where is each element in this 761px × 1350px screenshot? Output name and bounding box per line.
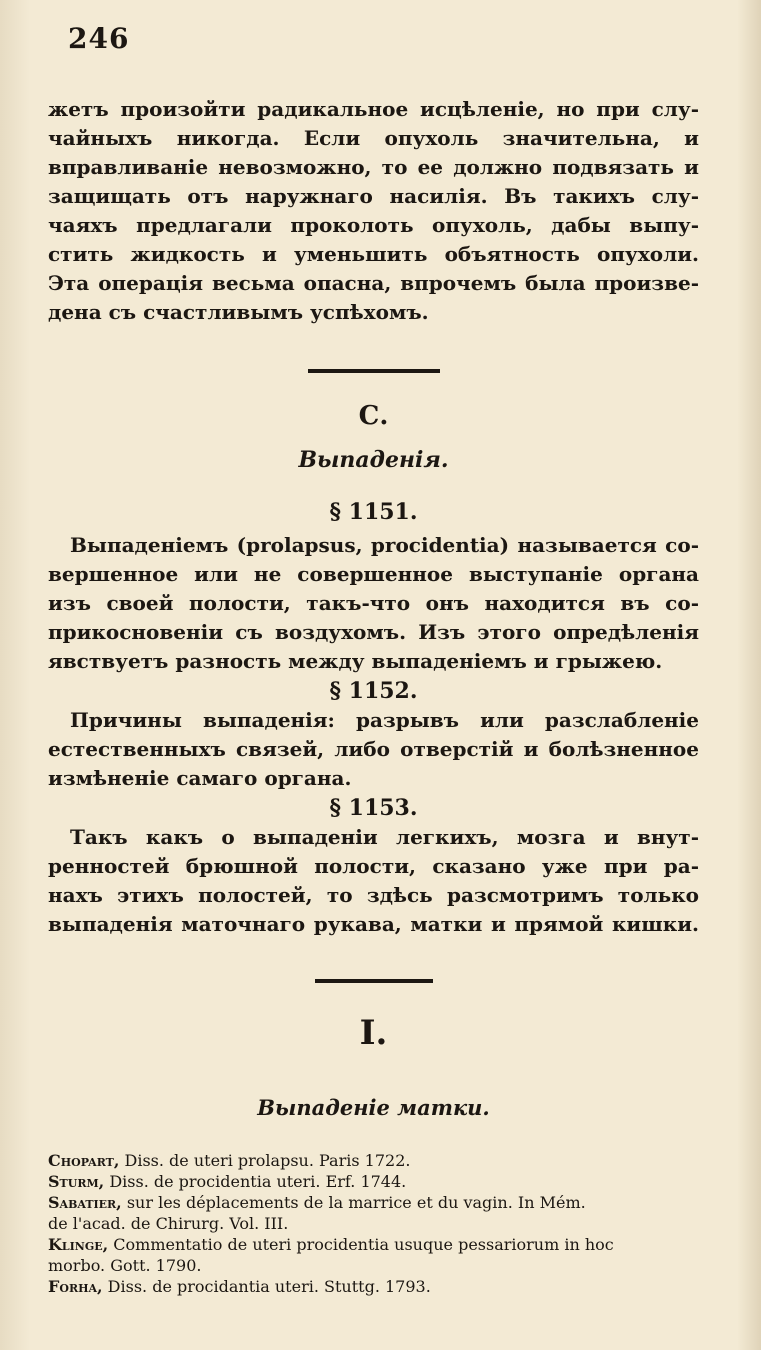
text-line: Эта операція весьма опасна, впрочемъ была произве-: [48, 271, 699, 295]
text-line: Причины выпаденія: разрывъ или разслабленіе: [70, 708, 699, 732]
text-line: выпаденія маточнаго рукава, матки и прямой кишки.: [48, 912, 699, 936]
text-line: вершенное или не совершенное выступаніе органа: [48, 562, 699, 586]
paragraph-1152: [48, 706, 699, 793]
bibliography-entry: [48, 1192, 699, 1213]
paragraph-number: § 1152.: [329, 678, 418, 704]
paragraph-number: § 1153.: [329, 795, 418, 821]
text-line: измѣненіе самаго органа.: [48, 766, 352, 790]
text-line: ренностей брюшной полости, сказано уже при ра-: [48, 854, 699, 878]
text-line: явствуетъ разность между выпаденіемъ и грыжею.: [48, 649, 663, 673]
bibliography-author: Sturm,: [48, 1172, 105, 1191]
bibliography-text: Diss. de uteri prolapsu. Paris 1722.: [119, 1151, 411, 1170]
text-line: чайныхъ никогда. Если опухоль значительна, и: [48, 126, 699, 150]
text-line: защищать отъ наружнаго насилія. Въ такихъ слу-: [48, 184, 699, 208]
text-line: Такъ какъ о выпаденіи легкихъ, мозга и внут-: [70, 825, 699, 849]
section-title: Выпаденія.: [298, 447, 449, 473]
bibliography-entry: [48, 1150, 699, 1171]
text-line: нахъ этихъ полостей, то здѣсь разсмотримъ только: [48, 883, 699, 907]
bibliography-text: Diss. de procidentia uteri. Erf. 1744.: [104, 1172, 407, 1191]
text-line: дена съ счастливымъ успѣхомъ.: [48, 300, 429, 324]
section-divider: [308, 369, 440, 373]
text-line: вправливаніе невозможно, то ее должно подвязать и: [48, 155, 699, 179]
paragraph-number: § 1151.: [329, 499, 418, 525]
bibliography-entry: [48, 1171, 699, 1192]
bibliography-continuation: morbo. Gott. 1790.: [48, 1256, 202, 1275]
bibliography-author: Klinge,: [48, 1235, 109, 1254]
bibliography-entry: [48, 1276, 699, 1297]
bibliography-text: Commentatio de uteri procidentia usuque pessariorum in hoc: [108, 1235, 614, 1254]
bibliography: [48, 1150, 699, 1297]
section-numeral: I.: [359, 1013, 388, 1053]
text-line: чаяхъ предлагали проколоть опухоль, дабы выпу-: [48, 213, 699, 237]
section-title: Выпаденіе матки.: [257, 1095, 490, 1120]
paragraph-continued: [48, 95, 699, 327]
paragraph-1153: [48, 823, 699, 939]
bibliography-text: sur les déplacements de la marrice et du vagin. In Mém.: [121, 1193, 586, 1212]
bibliography-text: Diss. de procidantia uteri. Stuttg. 1793.: [102, 1277, 431, 1296]
text-line: прикосновеніи съ воздухомъ. Изъ этого опредѣленія: [48, 620, 699, 644]
paragraph-1151: [48, 531, 699, 676]
page-number: 246: [68, 22, 130, 55]
section-letter: С.: [358, 401, 389, 431]
bibliography-author: Sabatier,: [48, 1193, 122, 1212]
text-line: естественныхъ связей, либо отверстій и болѣзненное: [48, 737, 699, 761]
bibliography-author: Chopart,: [48, 1151, 120, 1170]
text-line: жетъ произойти радикальное исцѣленіе, но при слу-: [48, 97, 699, 121]
text-line: стить жидкость и уменьшить объятность опухоли.: [48, 242, 699, 266]
bibliography-author: Forha,: [48, 1277, 103, 1296]
text-line: изъ своей полости, такъ-что онъ находится въ со-: [48, 591, 699, 615]
text-line: Выпаденіемъ (prolapsus, procidentia) называется со-: [70, 533, 699, 557]
bibliography-continuation: de l'acad. de Chirurg. Vol. III.: [48, 1214, 289, 1233]
bibliography-entry: [48, 1234, 699, 1255]
section-divider: [315, 979, 433, 983]
